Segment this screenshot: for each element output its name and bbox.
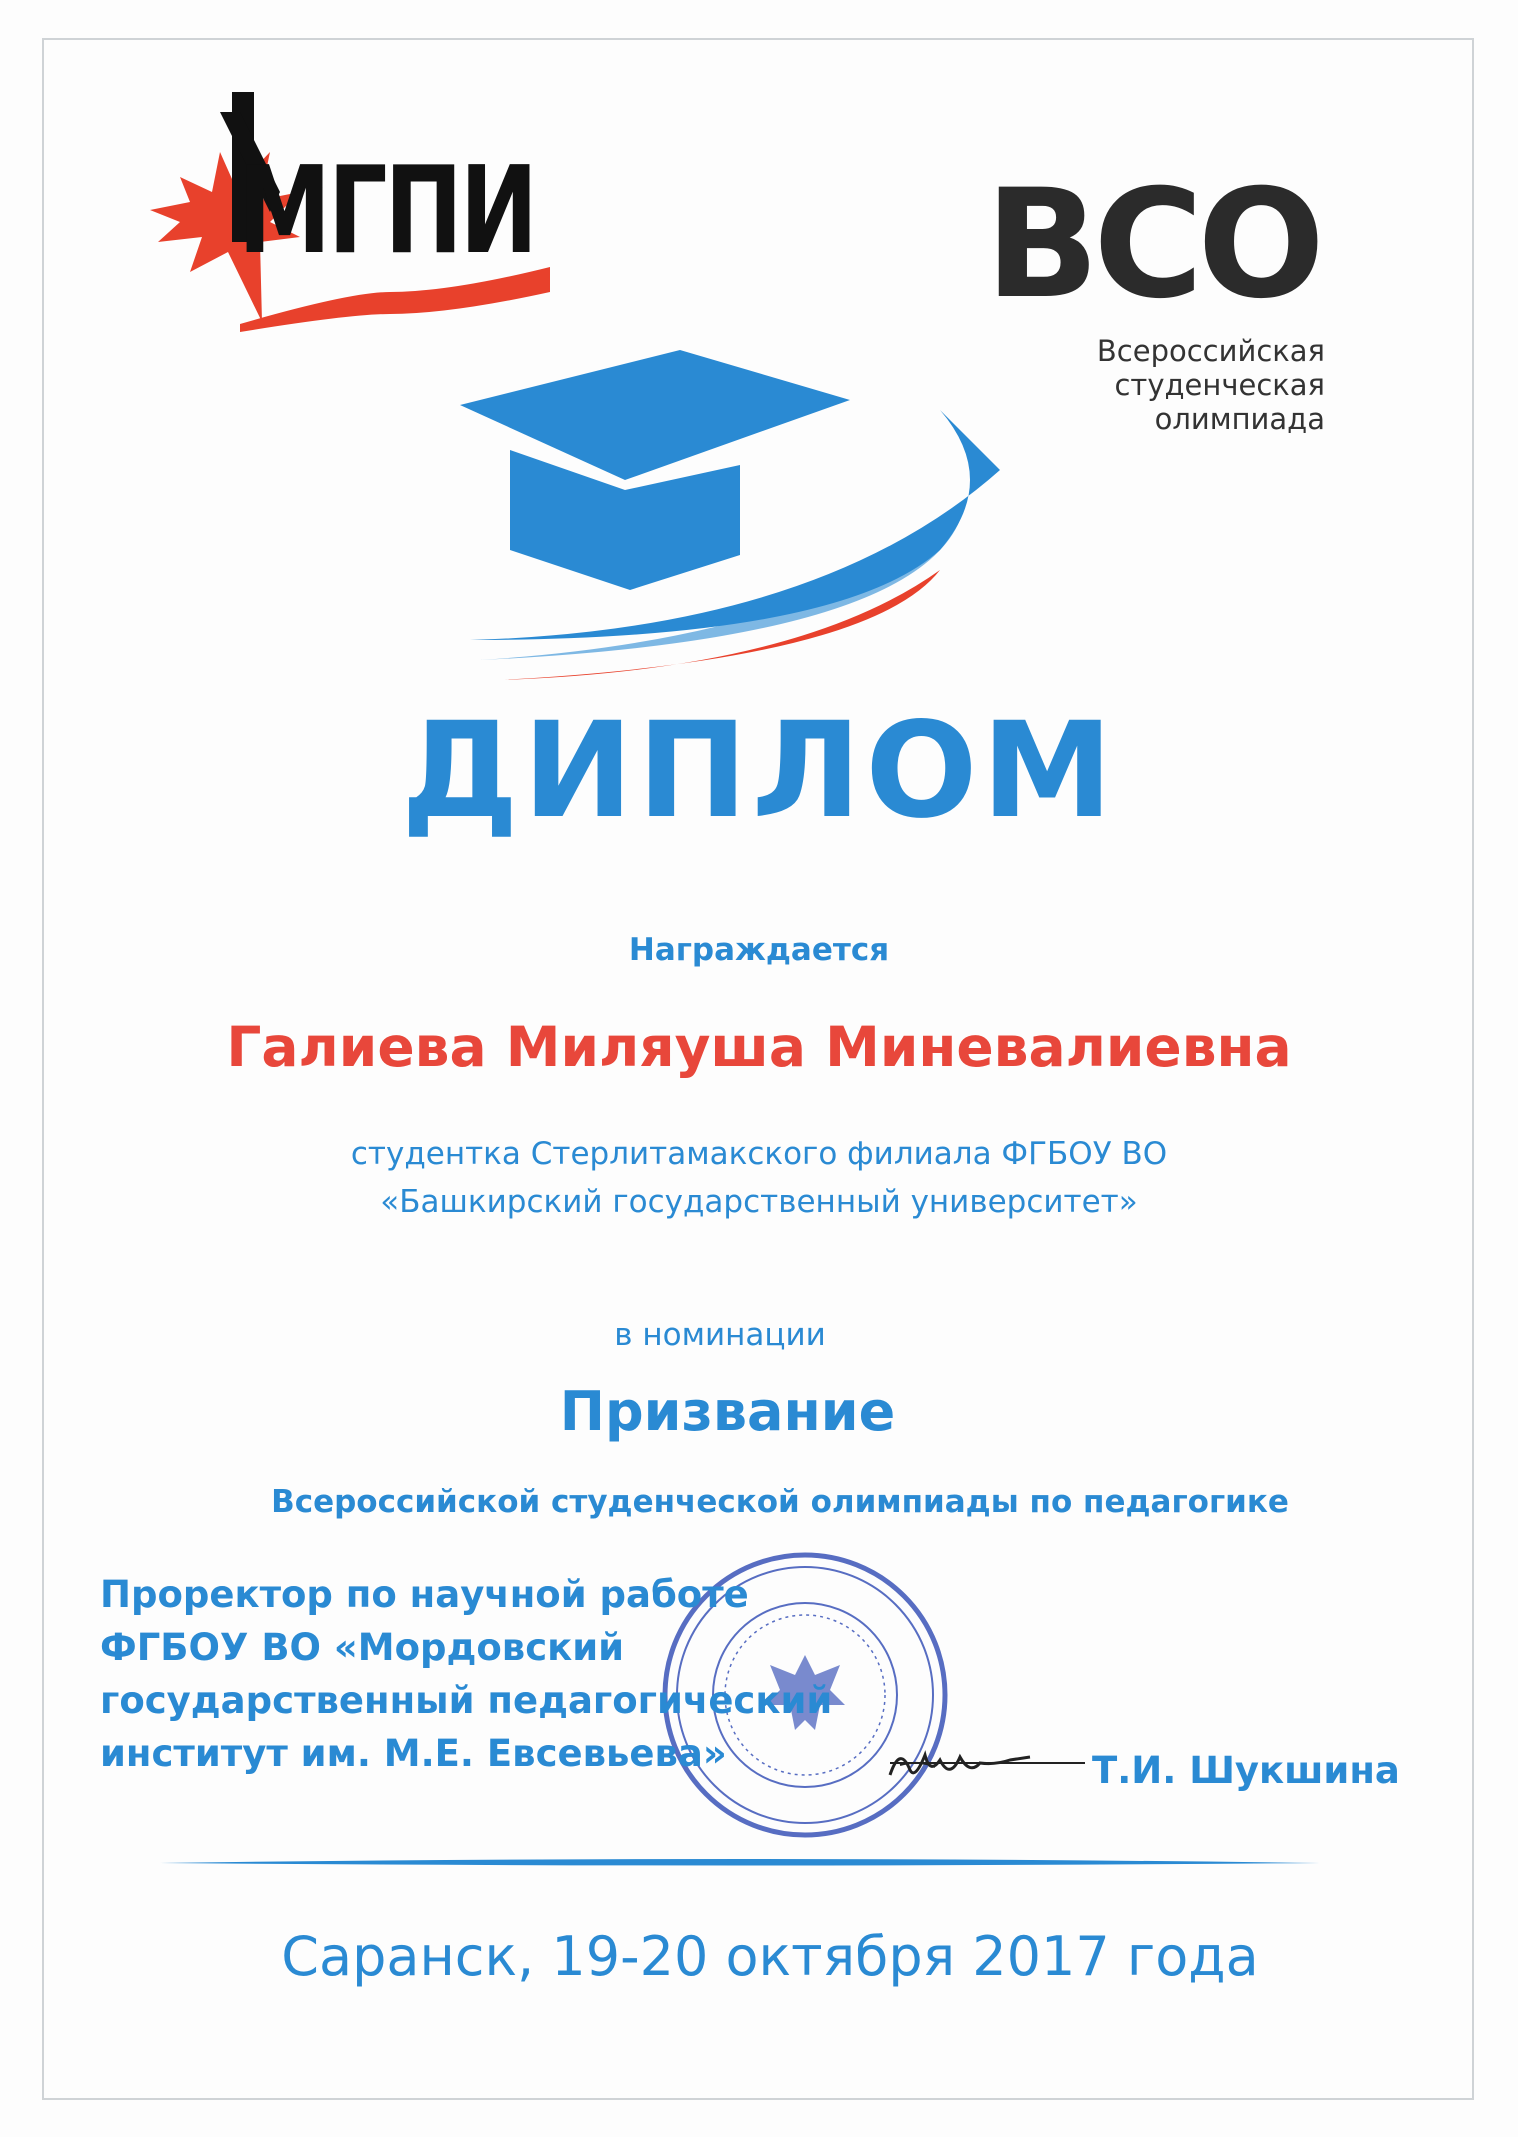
signatory-position <box>100 1568 1000 1780</box>
position-line: Проректор по научной работе <box>100 1573 749 1616</box>
vso-logo-text: ВСО <box>985 158 1319 332</box>
recipient-affiliation <box>0 1130 1518 1226</box>
nomination-intro: в номинации <box>614 1317 826 1353</box>
vso-caption-line: олимпиада <box>1154 402 1325 436</box>
nomination-title: Призвание <box>559 1380 896 1443</box>
position-line: институт им. М.Е. Евсевьева» <box>100 1732 727 1775</box>
affiliation-line: «Башкирский государственный университет» <box>380 1184 1138 1220</box>
position-line: ФГБОУ ВО «Мордовский <box>100 1626 625 1669</box>
footer-divider <box>160 1858 1320 1868</box>
diploma-title: ДИПЛОМ <box>401 694 1117 848</box>
graduation-cap-icon <box>440 340 1100 700</box>
mgpi-logo-text: МГПИ <box>238 142 535 281</box>
position-line: государственный педагогический <box>100 1679 833 1722</box>
place-and-date: Саранск, 19-20 октября 2017 года <box>281 1925 1259 1988</box>
olympiad-name: Всероссийской студенческой олимпиады по педагогике <box>271 1484 1289 1520</box>
signature-line <box>890 1762 1085 1764</box>
vso-caption-line: Всероссийская <box>1096 334 1325 368</box>
recipient-name: Галиева Миляуша Миневалиевна <box>226 1015 1292 1079</box>
affiliation-line: студентка Стерлитамакского филиала ФГБОУ ВО <box>350 1136 1168 1172</box>
awarded-label: Награждается <box>628 932 890 968</box>
signer-name: Т.И. Шукшина <box>1092 1749 1400 1792</box>
vso-caption-line: студенческая <box>1114 368 1325 402</box>
